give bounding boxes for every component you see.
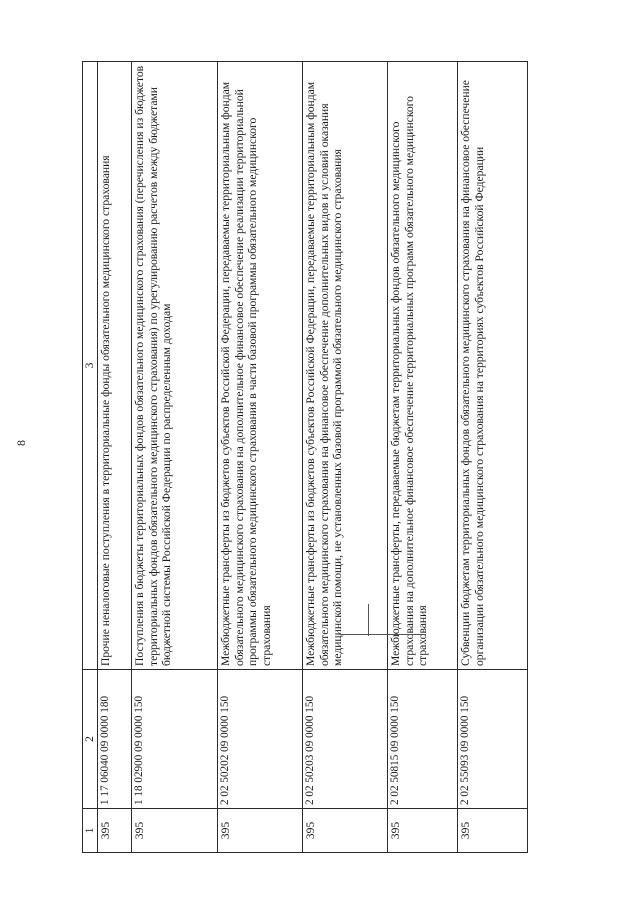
admin-code-cell: 395 [132, 809, 218, 853]
rotated-table-wrapper [82, 62, 526, 853]
admin-code-cell: 395 [218, 809, 303, 853]
table-row [303, 62, 388, 853]
admin-code-cell: 395 [303, 809, 388, 853]
revenue-codes-table [82, 61, 528, 853]
description-cell: Межбюджетные трансферты, передаваемые бюджетам территориальных фондов обязательного медицинского страхования на дополнительное финансовое обеспечение территориальных программ обязательного медицинского страхования [388, 62, 458, 670]
budget-code-cell: 2 02 55093 09 0000 150 [458, 670, 528, 809]
description-cell: Межбюджетные трансферты из бюджетов субъектов Российской Федерации, передаваемые территориальным фондам обязательного медицинского страхования на дополнительное финансовое обеспечение реализации территориальной программы обязательного медицинского страхования в части базовой программы обязательного медицинского страхования [218, 62, 303, 670]
description-cell: Межбюджетные трансферты из бюджетов субъектов Российской Федерации, передаваемые территориальным фондам обязательного медицинского страхования на финансовое обеспечение дополнительных видов и условий оказания медицинской помощи, не установленных базовой программой обязательного медицинского страхования [303, 62, 388, 670]
budget-code-cell: 2 02 50203 09 0000 150 [303, 670, 388, 809]
pen-mark-horizontal [340, 634, 426, 635]
table-row [132, 62, 218, 853]
admin-code-cell: 395 [458, 809, 528, 853]
column-header-2: 2 [83, 670, 98, 809]
page-number: 8 [14, 440, 28, 446]
admin-code-cell: 395 [388, 809, 458, 853]
column-header-1: 1 [83, 809, 98, 853]
description-cell: Субвенции бюджетам территориальных фондов обязательного медицинского страхования на финансовое обеспечение организации обязательного медицинского страхования на территориях субъектов Российской Федерации [458, 62, 528, 670]
table-row [388, 62, 458, 853]
budget-code-cell: 1 17 06040 09 0000 180 [98, 670, 132, 809]
column-header-3: 3 [83, 62, 98, 670]
admin-code-cell: 395 [98, 809, 132, 853]
header-row [83, 62, 98, 853]
budget-code-cell: 2 02 50815 09 0000 150 [388, 670, 458, 809]
table-row [458, 62, 528, 853]
budget-code-cell: 1 18 02900 09 0000 150 [132, 670, 218, 809]
description-cell: Поступления в бюджеты территориальных фондов обязательного медицинского страхования (перечисления из бюджетов территориальных фондов обязательного медицинского страхования) по урегулированию расчетов между бюджетами бюджетной системы Российской Федерации по распределенным доходам [132, 62, 218, 670]
pen-mark-vertical [368, 604, 369, 636]
table-row [98, 62, 132, 853]
description-cell: Прочие неналоговые поступления в территориальные фонды обязательного медицинского страхования [98, 62, 132, 670]
table-row [218, 62, 303, 853]
budget-code-cell: 2 02 50202 09 0000 150 [218, 670, 303, 809]
